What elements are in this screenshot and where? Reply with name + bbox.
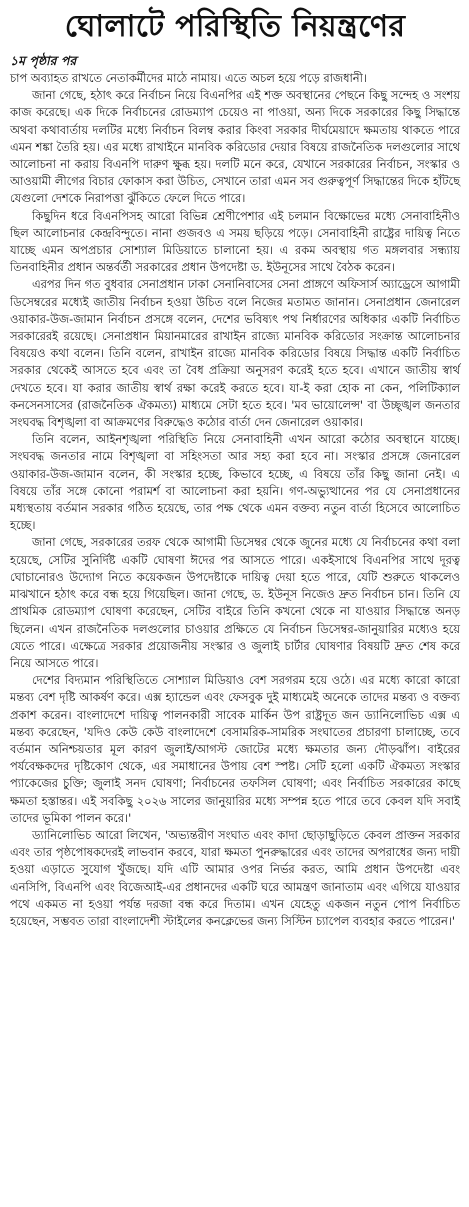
article-headline: ঘোলাটে পরিস্থিতি নিয়ন্ত্রণের [64, 9, 406, 44]
article-paragraph: দেশের বিদ্যমান পরিস্থিতিতে সোশ্যাল মিডিয়াও বেশ সরগরম হয়ে ওঠে। এর মধ্যে কারো কারো মন্তব্য বেশ দৃষ্টি আকর্ষণ করে। এক্স হ্যান্ডেল এবং ফেসবুক দুই মাধ্যমেই অনেকে তাদের মন্তব্য ও বক্তব্য প্রকাশ করেন। বাংলাদেশে দায়িত্ব পালনকারী সাবেক মার্কিন উপ রাষ্ট্রদূত জন ড্যানিলোভিচ এক্স এ মন্তব্য করেছেন, 'যদিও কেউ কেউ বাংলাদেশে বেসামরিক-সামরিক সংঘাতের প্রচারণা চালাচ্ছে, তবে বর্তমান অনিশ্চয়তার মূল কারণ জুলাই/আগস্ট জোটের মধ্যে ক্ষমতার জন্য দৌড়ঝাঁপ। বাইরের পর্যবেক্ষকদের দৃষ্টিকোণ থেকে, এর সমাধানের উপায় বেশ স্পষ্ট। সেটি হলো একটি ঐকমত্য সংস্কার প্যাকেজের চুক্তি; জুলাই সনদ ঘোষণা; নির্বাচনের তফসিল ঘোষণা; এবং নির্বাচিত সরকারের কাছে ক্ষমতা হস্তান্তর। এই সবকিছু ২০২৬ সালের জানুয়ারির মধ্যে সম্পন্ন হতে পারে তবে কেবল যদি সবাই তাদের ভূমিকা পালন করে।' [10, 673, 460, 825]
article-paragraph: তিনি বলেন, আইনশৃঙ্খলা পরিস্থিতি নিয়ে সেনাবাহিনী এখন আরো কঠোর অবস্থানে যাচ্ছে। সংঘবদ্ধ জনতার নামে বিশৃঙ্খলা বা সহিংসতা আর সহ্য করা হবে না। সংস্কার প্রসঙ্গে জেনারেল ওয়াকার-উজ-জামান বলেন, কী সংস্কার হচ্ছে, কিভাবে হচ্ছে, এ বিষয়ে তাঁর কিছু জানা নেই। এ বিষয়ে তাঁর সঙ্গে কোনো পরামর্শ বা আলোচনা করা হয়নি। গণ-অভ্যুত্থানের পর যে সেনাপ্রধানের মধ্যস্থতায় বর্তমান সরকার গঠিত হয়েছে, তার পক্ষ থেকে এমন বক্তব্য নতুন বার্তা হিসেবে আলোচিত হচ্ছে। [10, 432, 460, 533]
article-body [10, 70, 460, 930]
article-paragraph: ড্যানিলোভিচ আরো লিখেন, 'অভ্যন্তরীণ সংঘাত এবং কাদা ছোড়াছুড়িতে কেবল প্রাক্তন সরকার এবং তার পৃষ্ঠপোষকদেরই লাভবান করবে, যারা ক্ষমতা পুনরুদ্ধারের এবং তাদের অপরাধের জন্য দায়ী হওয়া এড়াতে সুযোগ খুঁজছে। যদি এটি আমার ওপর নির্ভর করত, আমি প্রধান উপদেষ্টা এবং এনসিপি, বিএনপি এবং বিজেআই-এর প্রধানদের একটি ঘরে আমন্ত্রণ জানাতাম এবং এগিয়ে যাওয়ার পথে একমত না হওয়া পর্যন্ত দরজা বন্ধ করে দিতাম। এখন যেহেতু একজন নতুন পোপ নির্বাচিত হয়েছেন, সম্ভবত তারা বাংলাদেশী স্টাইলের কনক্লেভের জন্য সিস্টিন চ্যাপেল ব্যবহার করতে পারেন।' [10, 827, 460, 928]
article-paragraph: এরপর দিন গত বুধবার সেনাপ্রধান ঢাকা সেনানিবাসের সেনা প্রাঙ্গণে অফিসার্স অ্যাড্রেসে আগামী ডিসেম্বরের মধ্যেই জাতীয় নির্বাচন হওয়া উচিত বলে নিজের মতামত জানান। সেনাপ্রধান জেনারেল ওয়াকার-উজ-জামান নির্বাচন প্রসঙ্গে বলেন, দেশের ভবিষ্যৎ পথ নির্ধারণের অধিকার একটি নির্বাচিত সরকারেরই রয়েছে। সেনাপ্রধান মিয়ানমারের রাখাইন রাজ্যে মানবিক করিডোর সংক্রান্ত আলোচনার বিষয়েও কথা বলেন। তিনি বলেন, রাখাইন রাজ্যে মানবিক করিডোর বিষয়ে সিদ্ধান্ত একটি নির্বাচিত সরকার থেকেই আসতে হবে এবং তা বৈধ প্রক্রিয়া অনুসরণ করেই হতে হবে। এখানে জাতীয় স্বার্থ দেখতে হবে। যা করার জাতীয় স্বার্থ রক্ষা করেই করতে হবে। যা-ই করা হোক না কেন, পলিটিক্যাল কনসেনসাসের (রাজনৈতিক ঐকমত্য) মাধ্যমে সেটা হতে হবে। 'মব ভায়োলেন্স' বা উচ্ছৃঙ্খল জনতার সংঘবদ্ধ বিশৃঙ্খলা বা আক্রমণের বিরুদ্ধেও কঠোর বার্তা দেন জেনারেল ওয়াকার। [10, 277, 460, 430]
article-paragraph: জানা গেছে, সরকারের তরফ থেকে আগামী ডিসেম্বর থেকে জুনের মধ্যে যে নির্বাচনের কথা বলা হয়েছে, সেটির সুনির্দিষ্ট একটি ঘোষণা ঈদের পর আসতে পারে। একইসাথে বিএনপির সাথে দূরত্ব ঘোচানোরও উদ্যোগ নিতে কয়েকজন উপদেষ্টাকে দায়িত্ব দেয়া হতে পারে, যেটি শুরুতে থাকলেও মাঝখানে হঠাৎ করে বন্ধ হয়ে গিয়েছিল। জানা গেছে, ড. ইউনূস নিজেও দ্রুত নির্বাচন চান। তিনি যে প্রাথমিক রোডম্যাপ ঘোষণা করেছেন, সেটির বাইরে তিনি কখনো থেকে না যাওয়ার সিদ্ধান্তে অনড় ছিলেন। এখন রাজনৈতিক দলগুলোর চাওয়ার প্রক্ষিতে যে নির্বাচন ডিসেম্বর-জানুয়ারির মধ্যেও হয়ে যেতে পারে। এক্ষেত্রে সরকার প্রয়োজনীয় সংস্কার ও জুলাই চার্টার ঘোষণার বিষয়টি দ্রুত শেষ করে নিয়ে আসতে পারে। [10, 535, 460, 670]
continued-from-label: ১ম পৃষ্ঠার পর [10, 53, 77, 68]
article-paragraph: কিছুদিন ধরে বিএনপিসহ আরো বিভিন্ন শ্রেণীপেশার এই চলমান বিক্ষোভের মধ্যে সেনাবাহিনীও ছিল আলোচনার কেন্দ্রবিন্দুতে। নানা গুজবও এ সময় ছড়িয়ে পড়ে। সেনাবাহিনী রাষ্ট্রের দায়িত্ব নিতে যাচ্ছে এমন অপপ্রচার সোশ্যাল মিডিয়াতে চালানো হয়। এ রকম অবস্থায় গত মঙ্গলবার সন্ধ্যায় তিনবাহিনীর প্রধান অন্তর্বর্তী সরকারের প্রধান উপদেষ্টা ড. ইউনূসের সাথে বৈঠক করেন। [10, 208, 460, 275]
article-paragraph: জানা গেছে, হঠাৎ করে নির্বাচন নিয়ে বিএনপির এই শক্ত অবস্থানের পেছনে কিছু সন্দেহ ও সংশয় কাজ করেছে। এক দিকে নির্বাচনের রোডম্যাপ চেয়েও না পাওয়া, অন্য দিকে সরকারের কিছু সিদ্ধান্তে অথবা কথাবার্তায় দলটির মধ্যে নির্বাচন বিলম্ব করার কিংবা সরকার দীর্ঘমেয়াদে ক্ষমতায় থাকতে পারে এমন শঙ্কা তৈরি হয়। এর মধ্যে রাখাইনে মানবিক করিডোর দেয়ার বিষয়ে রাজনৈতিক দলগুলোর সাথে আলোচনা না করায় বিএনপি দারুণ ক্ষুব্ধ হয়। দলটি মনে করে, যেখানে সরকারের নির্বাচন, সংস্কার ও আওয়ামী লীগের বিচার ফোকাস করা উচিত, সেখানে তারা এমন সব গুরুত্বপূর্ণ সিদ্ধান্তের দিকে হাঁটছে যেগুলো দেশকে নিরাপত্তা ঝুঁকিতে ফেলে দিতে পারে। [10, 88, 460, 206]
article-paragraph: চাপ অব্যাহত রাখতে নেতাকর্মীদের মাঠে নামায়। এতে অচল হয়ে পড়ে রাজধানী। [10, 71, 367, 85]
